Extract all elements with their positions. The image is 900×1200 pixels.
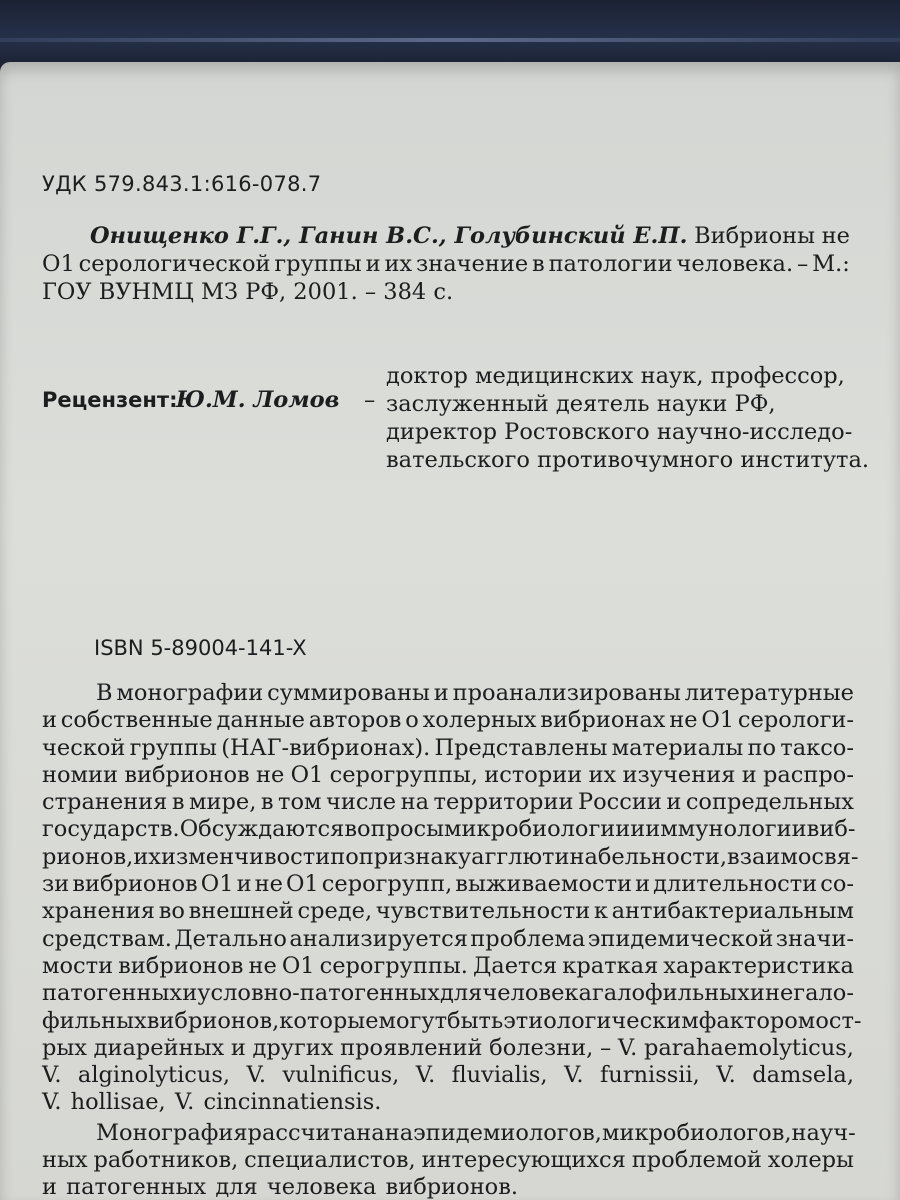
abstract xyxy=(42,680,862,1200)
abstract-word: взаимосвя- xyxy=(727,843,859,870)
abstract-word: мире, xyxy=(189,789,257,816)
abstract-word: и xyxy=(230,1034,246,1061)
abstract-word: О1 xyxy=(200,871,234,898)
abstract-word: собственные xyxy=(60,707,213,734)
reviewer-description xyxy=(386,362,869,474)
abstract-line xyxy=(42,926,854,953)
abstract-word: на xyxy=(400,789,430,816)
abstract-word: внешней xyxy=(188,898,294,925)
abstract-word: вопросы xyxy=(344,816,445,843)
reference-word: их xyxy=(384,251,413,277)
abstract-line xyxy=(42,762,854,789)
abstract-word: длительности xyxy=(653,871,818,898)
abstract-word: значи- xyxy=(775,925,854,952)
abstract-word: Детально xyxy=(174,925,287,952)
abstract-word: фильных xyxy=(42,1007,147,1034)
abstract-line xyxy=(42,816,854,843)
abstract-word: суммированы xyxy=(267,680,430,706)
reference-word: человека. xyxy=(676,251,794,277)
abstract-word: V. xyxy=(246,1062,266,1089)
reference-word: – xyxy=(796,251,809,277)
abstract-word: материалы xyxy=(611,734,744,761)
abstract-word: России xyxy=(577,789,662,816)
abstract-word: Представлены xyxy=(434,734,608,761)
abstract-word: антибактериальным xyxy=(611,898,854,925)
reviewer-label: Рецензент: xyxy=(42,388,178,412)
abstract-word: на xyxy=(384,1119,414,1146)
abstract-word: и xyxy=(42,707,57,734)
abstract-line xyxy=(42,789,854,816)
abstract-line: и патогенных для человека вибрионов. xyxy=(42,1174,519,1200)
abstract-word: холерных xyxy=(422,707,537,734)
abstract-word: и xyxy=(741,761,757,788)
abstract-line xyxy=(42,843,859,871)
abstract-word: Монография xyxy=(96,1119,248,1146)
abstract-word: эпидемической xyxy=(587,925,774,952)
abstract-word: со- xyxy=(820,871,854,898)
isbn-number: ISBN 5-89004-141-X xyxy=(94,636,307,660)
abstract-word: изменчивости xyxy=(161,843,331,870)
abstract-line xyxy=(42,1120,854,1147)
abstract-word: работников, xyxy=(93,1147,239,1174)
reference-authors: Онищенко Г.Г., Ганин В.С., Голубинский Е.П. xyxy=(90,223,688,249)
abstract-word: О1 xyxy=(285,871,319,898)
abstract-word: странения xyxy=(42,789,168,816)
abstract-word: человека xyxy=(482,980,592,1007)
abstract-word: (НАГ-вибрионах). xyxy=(221,734,431,761)
abstract-word: Обсуждаются xyxy=(179,816,345,843)
abstract-word: fluvialis, xyxy=(451,1062,548,1089)
reference-publisher: ГОУ ВУНМЦ МЗ РФ, 2001. – 384 с. xyxy=(42,279,454,305)
abstract-word: и xyxy=(666,789,682,816)
abstract-line xyxy=(42,707,854,734)
abstract-word: V. xyxy=(716,1062,736,1089)
book-page xyxy=(0,62,900,1200)
abstract-word: чувствительности xyxy=(375,898,591,925)
abstract-line xyxy=(42,1007,862,1035)
abstract-word: parahaemolyticus, xyxy=(643,1034,854,1061)
abstract-word: этиологическим xyxy=(503,1007,699,1034)
abstract-word: – xyxy=(599,1034,612,1061)
abstract-word: виб- xyxy=(806,816,856,843)
abstract-word: ческой xyxy=(42,734,126,761)
abstract-word: О1 xyxy=(290,761,324,788)
abstract-word: серогрупп, xyxy=(321,871,453,898)
abstract-word: краткая xyxy=(562,952,659,979)
abstract-line xyxy=(42,871,854,898)
abstract-word: среде, xyxy=(297,898,373,925)
abstract-word: фактором xyxy=(698,1007,816,1034)
abstract-word: по xyxy=(330,843,359,870)
abstract-word: ных xyxy=(42,1147,88,1174)
abstract-word: числе xyxy=(326,789,397,816)
abstract-word: вибрионов xyxy=(118,952,244,979)
abstract-line: V. hollisae, V. cincinnatiensis. xyxy=(42,1089,382,1116)
abstract-word: В xyxy=(96,680,113,706)
abstract-word: характеристика xyxy=(663,952,854,979)
abstract-word: проанализированы xyxy=(452,680,681,706)
reference-line-3 xyxy=(42,278,850,306)
abstract-word: V. xyxy=(617,1034,638,1061)
book-cover-edge xyxy=(0,0,900,70)
abstract-paragraph-1 xyxy=(42,680,862,1117)
abstract-word: иммунологии xyxy=(645,816,807,843)
abstract-word: О1 xyxy=(281,952,315,979)
reviewer-description-line: директор Ростовского научно-исследо- xyxy=(386,419,853,445)
abstract-word: в xyxy=(260,789,274,816)
abstract-line xyxy=(42,1035,854,1062)
abstract-line xyxy=(42,1062,854,1089)
abstract-word: том xyxy=(278,789,322,816)
abstract-word: негало- xyxy=(765,980,854,1007)
abstract-word: хранения xyxy=(42,898,156,925)
abstract-word: интересующихся xyxy=(421,1147,626,1174)
abstract-word: номии xyxy=(42,761,119,788)
abstract-word: группы xyxy=(129,734,217,761)
abstract-word: микробиологии xyxy=(444,816,631,843)
abstract-word: и xyxy=(236,871,252,898)
abstract-word: которые xyxy=(279,1007,379,1034)
abstract-word: серогруппы. xyxy=(319,952,468,979)
abstract-word: авторов xyxy=(308,707,402,734)
abstract-word: О1 xyxy=(701,707,735,734)
abstract-word: проблема xyxy=(470,925,586,952)
reference-line-1 xyxy=(42,222,850,250)
abstract-word: диарейных xyxy=(93,1034,225,1061)
abstract-word: к xyxy=(593,898,608,925)
abstract-word: галофильных xyxy=(592,980,750,1007)
cover-highlight xyxy=(0,38,900,42)
reviewer-dash: – xyxy=(364,387,376,413)
abstract-word: вибрионах xyxy=(540,707,666,734)
abstract-word: холеры xyxy=(767,1147,854,1174)
abstract-word: изучения xyxy=(622,761,736,788)
abstract-word: мости xyxy=(42,952,114,979)
abstract-word: быть xyxy=(447,1007,504,1034)
abstract-word: выживаемости xyxy=(455,871,633,898)
abstract-word: эпидемиологов, xyxy=(413,1119,602,1146)
abstract-word: распро- xyxy=(762,761,854,788)
abstract-word: и xyxy=(749,980,765,1007)
abstract-word: не xyxy=(254,871,283,898)
abstract-line xyxy=(42,735,854,762)
abstract-line xyxy=(42,1147,854,1174)
abstract-word: условно-патогенных xyxy=(197,980,440,1007)
reference-word: М.: xyxy=(812,251,850,277)
abstract-word: alginolyticus, xyxy=(77,1062,231,1089)
abstract-word: о xyxy=(405,707,419,734)
abstract-word: государств. xyxy=(42,816,180,843)
abstract-word: монографии xyxy=(116,680,264,706)
reference-word: группы xyxy=(274,251,362,277)
abstract-word: признаку xyxy=(358,843,472,870)
abstract-word: по xyxy=(747,734,777,761)
abstract-word: и xyxy=(635,871,651,898)
abstract-word: рассчитана xyxy=(247,1119,385,1146)
abstract-word: для xyxy=(439,980,483,1007)
abstract-word: микробиологов, xyxy=(601,1119,792,1146)
abstract-word: литературные xyxy=(684,680,854,706)
abstract-word: средствам. xyxy=(42,925,172,952)
reference-word: значение xyxy=(415,251,529,277)
reference-word: Вибрионы xyxy=(694,223,816,249)
abstract-word: вибрионов xyxy=(72,871,198,898)
abstract-word: damsela, xyxy=(752,1062,854,1089)
abstract-word: таксо- xyxy=(780,734,854,761)
reference-word: в xyxy=(532,251,545,277)
abstract-word: патогенных xyxy=(42,980,183,1007)
abstract-word: рионов, xyxy=(42,843,134,870)
abstract-line xyxy=(42,898,854,925)
abstract-word: V. xyxy=(564,1062,584,1089)
abstract-line xyxy=(42,680,854,707)
reviewer-description-line: доктор медицинских наук, профессор, xyxy=(386,363,845,389)
abstract-word: и xyxy=(182,980,198,1007)
abstract-word: серологи- xyxy=(737,707,854,734)
abstract-word: Дается xyxy=(472,952,558,979)
abstract-word: vulnificus, xyxy=(282,1062,400,1089)
abstract-word: ост- xyxy=(815,1007,862,1034)
abstract-word: во xyxy=(158,898,185,925)
abstract-word: и xyxy=(433,680,449,706)
abstract-word: других xyxy=(252,1034,334,1061)
abstract-word: территории xyxy=(433,789,574,816)
abstract-word: агглютинабельности, xyxy=(471,843,728,870)
abstract-word: специалистов, xyxy=(244,1147,416,1174)
abstract-word: проявлений xyxy=(340,1034,483,1061)
abstract-word: вибрионов, xyxy=(146,1007,280,1034)
abstract-word: могут xyxy=(378,1007,448,1034)
reviewer-description-line: вательского противочумного института. xyxy=(386,447,870,473)
abstract-word: сопредельных xyxy=(685,789,854,816)
abstract-word: рых xyxy=(42,1034,87,1061)
abstract-word: их xyxy=(133,843,161,870)
udc-code: УДК 579.843.1:616-078.7 xyxy=(42,172,322,196)
abstract-word: анализируется xyxy=(289,925,468,952)
abstract-word: серогруппы, xyxy=(329,761,478,788)
abstract-word: не xyxy=(669,707,698,734)
abstract-word: и xyxy=(630,816,646,843)
abstract-word: furnissii, xyxy=(599,1062,700,1089)
reference-word: и xyxy=(365,251,381,277)
abstract-word: истории xyxy=(484,761,583,788)
abstract-line xyxy=(42,953,854,980)
abstract-word: не xyxy=(248,952,277,979)
abstract-word: V. xyxy=(42,1062,62,1089)
reviewer-description-line: заслуженный деятель науки РФ, xyxy=(386,391,776,417)
reviewer-name: Ю.М. Ломов xyxy=(176,387,340,413)
abstract-word: в xyxy=(171,789,185,816)
reference-word: О1 xyxy=(42,251,75,277)
reference-line-2 xyxy=(42,250,850,278)
reference-word: серологической xyxy=(78,251,271,277)
abstract-word: проблемой xyxy=(631,1147,762,1174)
abstract-paragraph-2 xyxy=(42,1120,854,1200)
abstract-line xyxy=(42,980,854,1007)
abstract-word: вибрионов xyxy=(124,761,250,788)
reference-word: не xyxy=(821,223,850,249)
reference-word: патологии xyxy=(548,251,673,277)
abstract-word: зи xyxy=(42,871,70,898)
abstract-word: V. xyxy=(415,1062,436,1089)
abstract-word: данные xyxy=(216,707,305,734)
abstract-word: науч- xyxy=(791,1119,856,1146)
abstract-word: их xyxy=(588,761,617,788)
bibliographic-reference xyxy=(42,222,850,306)
abstract-word: болезни, xyxy=(489,1034,594,1061)
abstract-word: не xyxy=(255,761,285,788)
